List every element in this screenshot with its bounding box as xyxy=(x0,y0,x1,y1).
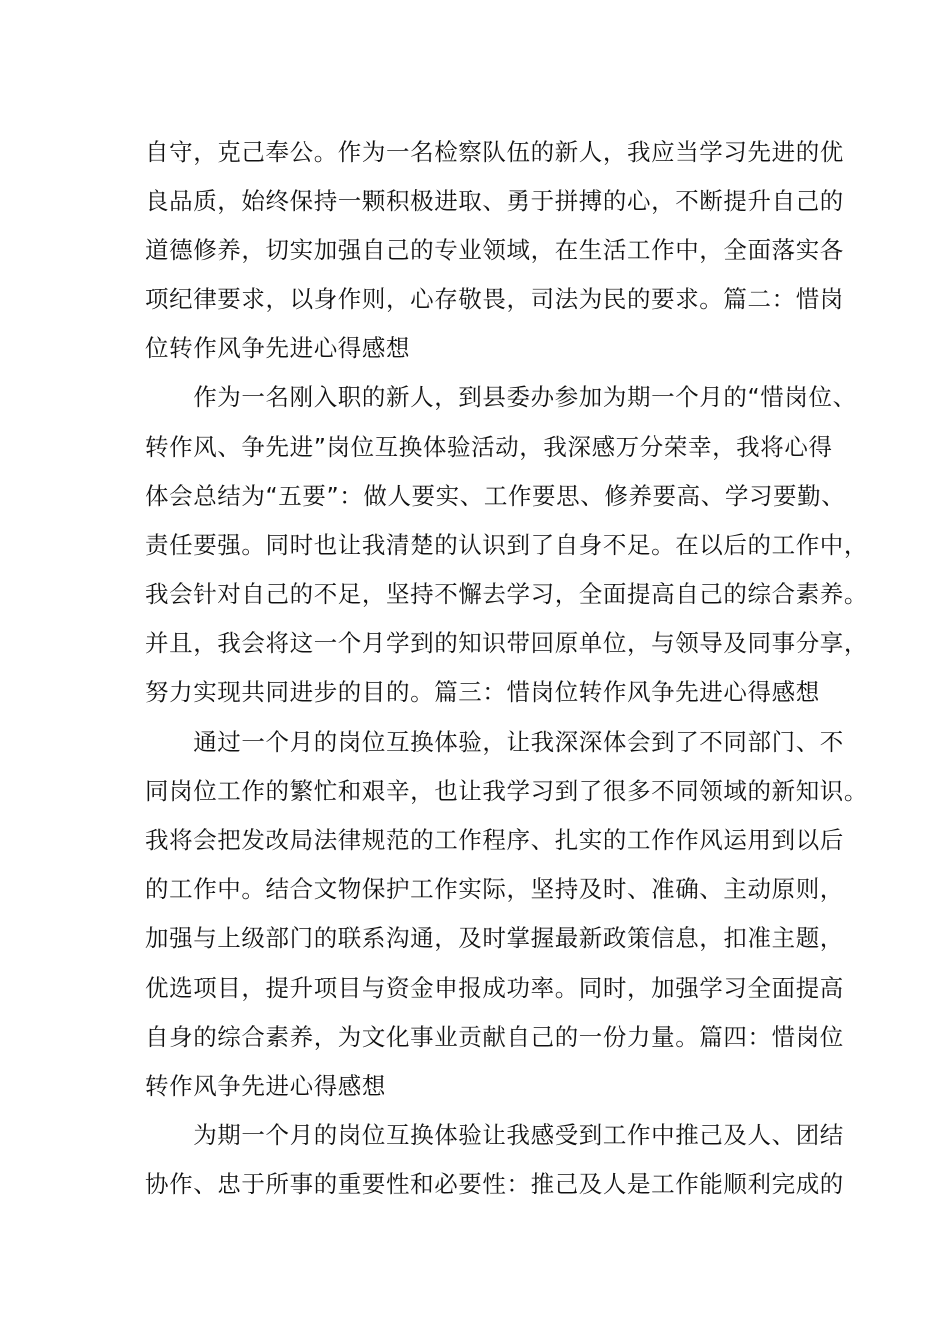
text-line: 努力实现共同进步的目的。篇三：惜岗位转作风争先进心得感想 xyxy=(145,678,820,706)
text-line: 为期一个月的岗位互换体验让我感受到工作中推己及人、团结 xyxy=(145,1121,844,1149)
text-line: 加强与上级部门的联系沟通，及时掌握最新政策信息，扣准主题， xyxy=(145,924,844,952)
text-line: 的工作中。结合文物保护工作实际，坚持及时、准确、主动原则， xyxy=(145,875,844,903)
text-line: 转作风、争先进”岗位互换体验活动，我深感万分荣幸，我将心得 xyxy=(145,433,833,461)
text-line: 体会总结为“五要”：做人要实、工作要思、修养要高、学习要勤、 xyxy=(145,482,846,510)
text-line: 同岗位工作的繁忙和艰辛，也让我学习到了很多不同领域的新知识。 xyxy=(145,777,868,805)
text-line: 自身的综合素养，为文化事业贡献自己的一份力量。篇四：惜岗位 xyxy=(145,1023,844,1051)
text-line: 自守，克己奉公。作为一名检察队伍的新人，我应当学习先进的优 xyxy=(145,138,844,166)
text-line: 责任要强。同时也让我清楚的认识到了自身不足。在以后的工作中， xyxy=(145,531,868,559)
text-line: 我将会把发改局法律规范的工作程序、扎实的工作作风运用到以后 xyxy=(145,826,844,854)
text-line: 优选项目，提升项目与资金申报成功率。同时，加强学习全面提高 xyxy=(145,974,844,1002)
text-line: 良品质，始终保持一颗积极进取、勇于拼搏的心，不断提升自己的 xyxy=(145,187,844,215)
text-line: 道德修养，切实加强自己的专业领域，在生活工作中，全面落实各 xyxy=(145,236,844,264)
text-line: 作为一名刚入职的新人，到县委办参加为期一个月的“惜岗位、 xyxy=(145,383,857,411)
text-line: 位转作风争先进心得感想 xyxy=(145,334,411,362)
text-line: 我会针对自己的不足，坚持不懈去学习，全面提高自己的综合素养。 xyxy=(145,580,868,608)
text-line: 转作风争先进心得感想 xyxy=(145,1072,386,1100)
text-line: 项纪律要求，以身作则，心存敬畏，司法为民的要求。篇二：惜岗 xyxy=(145,285,844,313)
text-line: 并且，我会将这一个月学到的知识带回原单位，与领导及同事分享， xyxy=(145,629,868,657)
text-line: 通过一个月的岗位互换体验，让我深深体会到了不同部门、不 xyxy=(145,728,844,756)
text-line: 协作、忠于所事的重要性和必要性：推己及人是工作能顺利完成的 xyxy=(145,1170,844,1198)
